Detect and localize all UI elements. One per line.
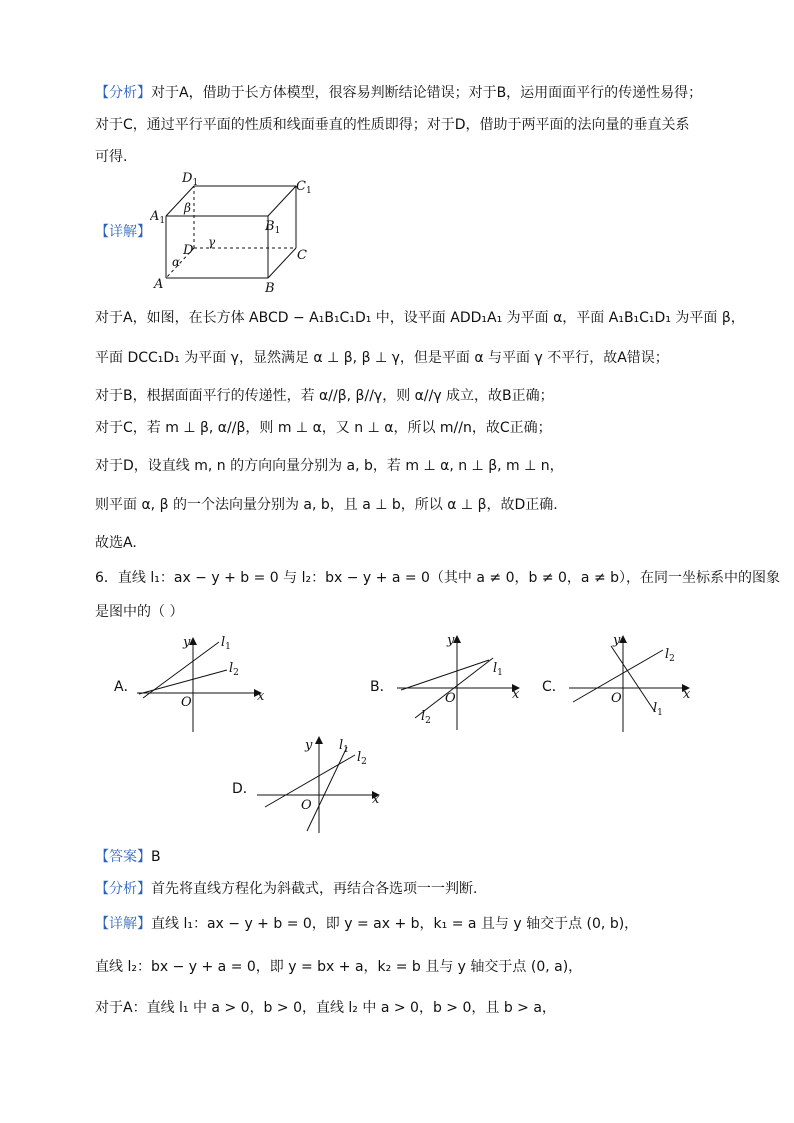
label-C1: $C_1$ [296,179,312,196]
label-l2: $l_2$ [229,661,239,678]
label-gamma: γ [208,235,216,249]
y-axis-label: y [305,738,313,753]
answer-line [95,847,161,867]
detail-line-3: 对于B，根据面面平行的传递性，若 α//β, β//γ，则 α//γ 成立，故B正确； [95,388,554,404]
q6-detail-line-3: 对于A：直线 l₁ 中 a > 0，b > 0，直线 l₂ 中 a > 0，b > 0，且 b > a， [95,1000,556,1016]
edge-C1-B1 [268,186,296,216]
origin-label: O [181,695,192,710]
detail-line-4: 对于C，若 m ⊥ β, α//β，则 m ⊥ α，又 n ⊥ α，所以 m//n，故C正确； [95,420,552,436]
label-D1: $D_1$ [182,171,199,188]
option-d-graph[interactable] [255,733,385,837]
y-axis-label: y [183,635,191,650]
analysis-paragraph-line-2: 对于C，通过平行平面的性质和线面垂直的性质即得；对于D，借助于两平面的法向量的垂直关系 [95,117,690,133]
q6-detail-tag: 【详解】 [95,916,151,932]
conclusion-line: 故选A. [95,535,137,551]
y-axis-label: y [447,633,455,648]
q6-analysis-text: 首先将直线方程化为斜截式，再结合各选项一一判断. [151,881,478,897]
label-l1: $l_1$ [221,635,231,652]
line-l2 [139,670,227,694]
detail-line-5: 对于D，设直线 m, n 的方向向量分别为 a, b，若 m ⊥ α, n ⊥ β, m ⊥ n， [95,458,564,474]
x-axis-label: x [512,687,520,702]
label-A1: $A_1$ [150,209,166,226]
label-D: D [183,243,194,258]
question-6-stem-line-2: 是图中的（ ） [95,604,184,620]
analysis-paragraph-line-1 [95,83,702,103]
label-B1: $B_1$ [265,219,281,236]
analysis-paragraph-line-3: 可得. [95,149,128,165]
label-l2: $l_2$ [665,647,675,664]
label-A: A [154,277,164,292]
x-axis-label: x [257,689,265,704]
detail-line-2: 平面 DCC₁D₁ 为平面 γ，显然满足 α ⊥ β, β ⊥ γ，但是平面 α 与平面 γ 不平行，故A错误； [95,350,669,366]
answer-tag: 【答案】 [95,849,151,865]
option-b-label[interactable]: B． [370,679,394,695]
line-l1 [307,747,347,831]
x-axis-label: x [372,792,380,807]
label-alpha: α [172,255,181,269]
q6-detail-line-1 [95,914,638,934]
label-beta: β [184,201,191,215]
question-6-stem-line-1: 6．直线 l₁：ax − y + b = 0 与 l₂：bx − y + a = 0（其中 a ≠ 0，b ≠ 0，a ≠ b），在同一坐标系中的图象 [95,570,781,586]
origin-label: O [611,691,622,706]
label-B: B [265,281,275,296]
option-c-label[interactable]: C． [542,679,566,695]
edge-C-B [268,248,296,278]
analysis-tag: 【分析】 [95,85,151,101]
option-a-graph[interactable] [135,632,275,736]
detail-tag: 【详解】 [95,224,151,240]
option-a-label[interactable]: A． [114,679,138,695]
q6-detail-text-1: 直线 l₁：ax − y + b = 0，即 y = ax + b，k₁ = a 且与 y 轴交于点 (0, b)， [151,916,639,932]
label-l1: $l_1$ [653,701,663,718]
q6-detail-line-2: 直线 l₂：bx − y + a = 0，即 y = bx + a，k₂ = b 且与 y 轴交于点 (0, a)， [95,959,583,975]
label-l1: $l_1$ [339,738,349,755]
q6-analysis-line [95,879,477,899]
option-b-graph[interactable] [395,632,525,736]
label-l2: $l_2$ [357,750,367,767]
origin-label: O [301,798,312,813]
analysis-text-1: 对于A，借助于长方体模型，很容易判断结论错误；对于B，运用面面平行的传递性易得； [151,85,703,101]
answer-value: B [151,849,161,865]
label-l2: $l_2$ [421,709,431,726]
label-C: C [297,248,307,263]
option-c-graph[interactable] [565,632,700,736]
y-axis-label: y [613,633,621,648]
line-l1 [401,660,489,690]
label-l1: $l_1$ [493,661,503,678]
detail-line-1: 对于A，如图，在长方体 ABCD − A₁B₁C₁D₁ 中，设平面 ADD₁A₁ 为平面 α，平面 A₁B₁C₁D₁ 为平面 β， [95,310,745,326]
q6-analysis-tag: 【分析】 [95,881,151,897]
origin-label: O [445,691,456,706]
option-d-label[interactable]: D． [232,781,257,797]
x-axis-label: x [683,687,691,702]
cuboid-figure [150,168,330,296]
detail-line-6: 则平面 α, β 的一个法向量分别为 a, b，且 a ⊥ b，所以 α ⊥ β，故D正确. [95,497,558,513]
